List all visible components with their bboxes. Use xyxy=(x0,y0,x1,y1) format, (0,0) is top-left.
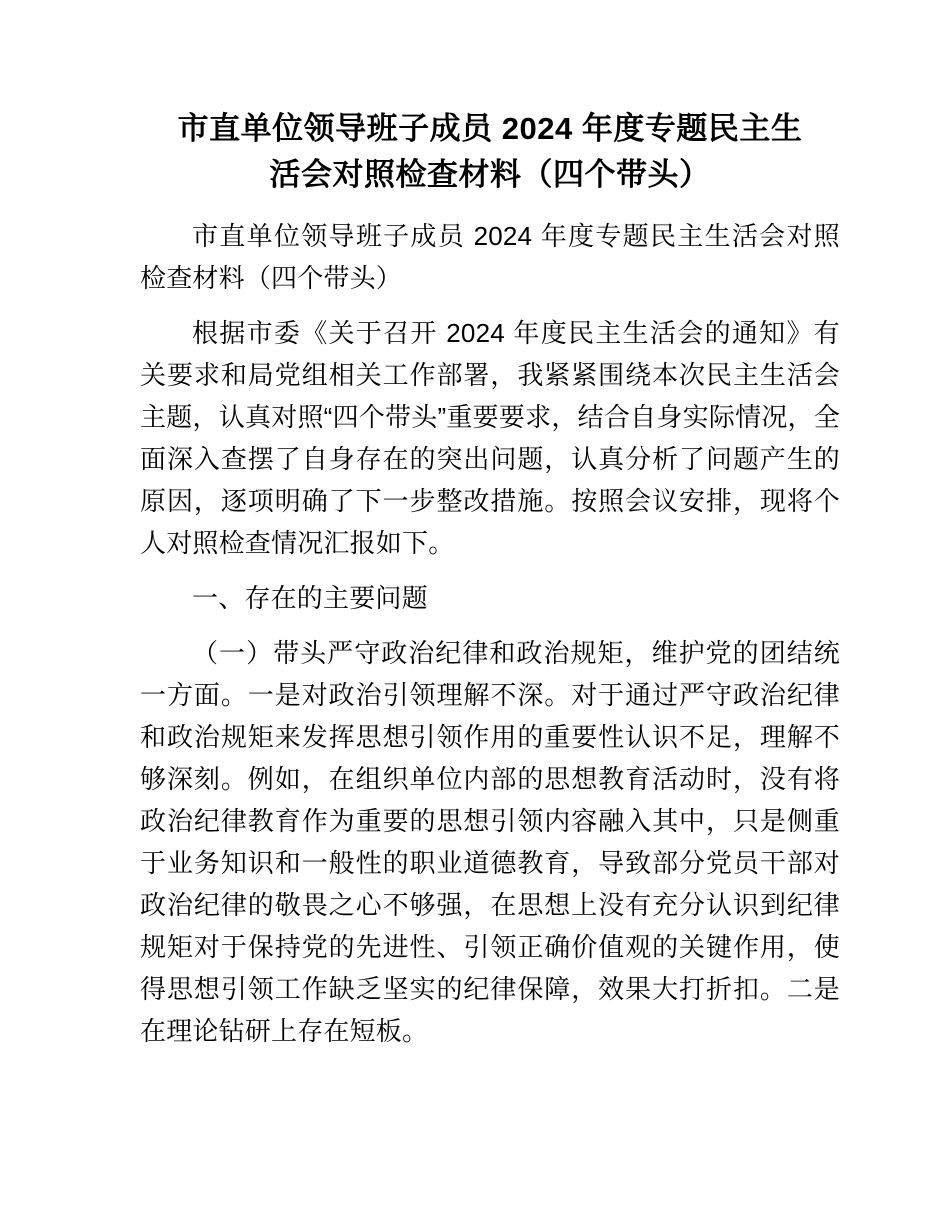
document-body xyxy=(140,215,840,1052)
document-title xyxy=(140,106,840,198)
section-heading-main-problems: 一、存在的主要问题 xyxy=(192,583,428,613)
paragraph-opening: 根据市委《关于召开 2024 年度民主生活会的通知》有关要求和局党组相关工作部署，我紧紧围绕本次民主生活会主题，认真对照“四个带头”重要要求，结合自身实际情况，全面深入查摆了自身存在的突出问题，认真分析了问题产生的原因，逐项明确了下一步整改措施。按照会议安排，现将个人对照检查情况汇报如下。 xyxy=(140,318,840,558)
paragraph-intro-restatement: 市直单位领导班子成员 2024 年度专题民主生活会对照检查材料（四个带头） xyxy=(140,221,840,293)
document-title-line-2: 活会对照检查材料（四个带头） xyxy=(269,157,711,192)
document-title-line-1: 市直单位领导班子成员 2024 年度专题民主生 xyxy=(177,111,803,146)
paragraph-section-one-content: （一）带头严守政治纪律和政治规矩，维护党的团结统一方面。一是对政治引领理解不深。对于通过严守政治纪律和政治规矩来发挥思想引领作用的重要性认识不足，理解不够深刻。例如，在组织单位内部的思想教育活动时，没有将政治纪律教育作为重要的思想引领内容融入其中，只是侧重于业务知识和一般性的职业道德教育，导致部分党员干部对政治纪律的敬畏之心不够强，在思想上没有充分认识到纪律规矩对于保持党的先进性、引领正确价值观的关键作用，使得思想引领工作缺乏坚实的纪律保障，效果大打折扣。二是在理论钻研上存在短板。 xyxy=(140,638,840,1046)
